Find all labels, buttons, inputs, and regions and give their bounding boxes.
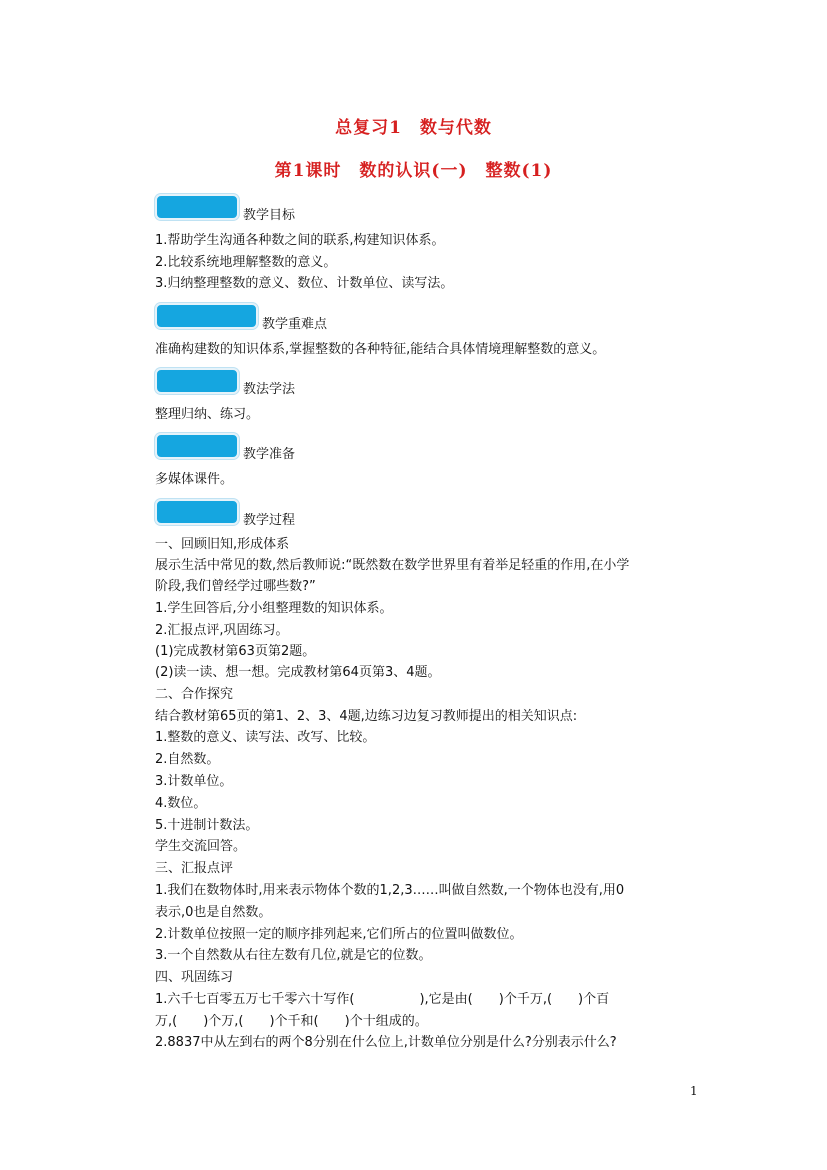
process-heading: 一、回顾旧知,形成体系 bbox=[155, 537, 290, 552]
process-line: 2.计数单位按照一定的顺序排列起来,它们所占的位置叫做数位。 bbox=[155, 927, 523, 942]
goal-item: 2.比较系统地理解整数的意义。 bbox=[155, 255, 337, 270]
process-line: (2)读一读、想一想。完成教材第64页第3、4题。 bbox=[155, 665, 441, 680]
section-goals-heading: 教学目标 bbox=[243, 208, 296, 223]
section-key-points-heading: 教学重难点 bbox=[262, 317, 328, 332]
process-line: 1.学生回答后,分小组整理数的知识体系。 bbox=[155, 601, 393, 616]
process-line: 2.汇报点评,巩固练习。 bbox=[155, 623, 289, 638]
process-line: 4.数位。 bbox=[155, 796, 207, 811]
section-tag-icon bbox=[155, 499, 239, 525]
process-line: (1)完成教材第63页第2题。 bbox=[155, 644, 316, 659]
process-line: 3.计数单位。 bbox=[155, 774, 233, 789]
process-line: 1.整数的意义、读写法、改写、比较。 bbox=[155, 730, 376, 745]
document-title: 总复习1 数与代数 bbox=[335, 118, 492, 138]
process-line: 学生交流回答。 bbox=[155, 839, 247, 854]
process-line: 结合教材第65页的第1、2、3、4题,边练习边复习教师提出的相关知识点: bbox=[155, 709, 578, 724]
process-line: 2.自然数。 bbox=[155, 752, 220, 767]
section-tag-icon bbox=[155, 368, 239, 394]
process-heading: 二、合作探究 bbox=[155, 687, 234, 702]
methods-text: 整理归纳、练习。 bbox=[155, 407, 260, 422]
exercise-line: 2.8837中从左到右的两个8分别在什么位上,计数单位分别是什么?分别表示什么? bbox=[155, 1035, 617, 1050]
process-line: 5.十进制计数法。 bbox=[155, 818, 259, 833]
goal-item: 3.归纳整理整数的意义、数位、计数单位、读写法。 bbox=[155, 276, 454, 291]
process-heading: 三、汇报点评 bbox=[155, 861, 234, 876]
exercise-line: 万,( )个万,( )个千和( )个十组成的。 bbox=[155, 1014, 428, 1029]
process-line: 3.一个自然数从右往左数有几位,就是它的位数。 bbox=[155, 948, 432, 963]
lesson-subtitle: 第1课时 数的认识(一) 整数(1) bbox=[274, 161, 553, 181]
process-line: 1.我们在数物体时,用来表示物体个数的1,2,3……叫做自然数,一个物体也没有,用0 bbox=[155, 883, 625, 898]
process-line: 表示,0也是自然数。 bbox=[155, 905, 272, 920]
section-tag-icon bbox=[155, 194, 239, 220]
section-tag-icon bbox=[155, 433, 239, 459]
preparation-text: 多媒体课件。 bbox=[155, 472, 234, 487]
exercise-line: 1.六千七百零五万七千零六十写作( ),它是由( )个千万,( )个百 bbox=[155, 992, 610, 1007]
section-tag-icon bbox=[155, 303, 258, 329]
process-line: 阶段,我们曾经学过哪些数?” bbox=[155, 579, 316, 594]
key-points-text: 准确构建数的知识体系,掌握整数的各种特征,能结合具体情境理解整数的意义。 bbox=[155, 342, 606, 357]
section-preparation-heading: 教学准备 bbox=[243, 447, 296, 462]
section-process-heading: 教学过程 bbox=[243, 513, 296, 528]
process-line: 展示生活中常见的数,然后教师说:“既然数在数学世界里有着举足轻重的作用,在小学 bbox=[155, 558, 630, 573]
page-number: 1 bbox=[690, 1084, 698, 1098]
goal-item: 1.帮助学生沟通各种数之间的联系,构建知识体系。 bbox=[155, 233, 445, 248]
process-heading: 四、巩固练习 bbox=[155, 970, 234, 985]
section-methods-heading: 教法学法 bbox=[243, 382, 296, 397]
